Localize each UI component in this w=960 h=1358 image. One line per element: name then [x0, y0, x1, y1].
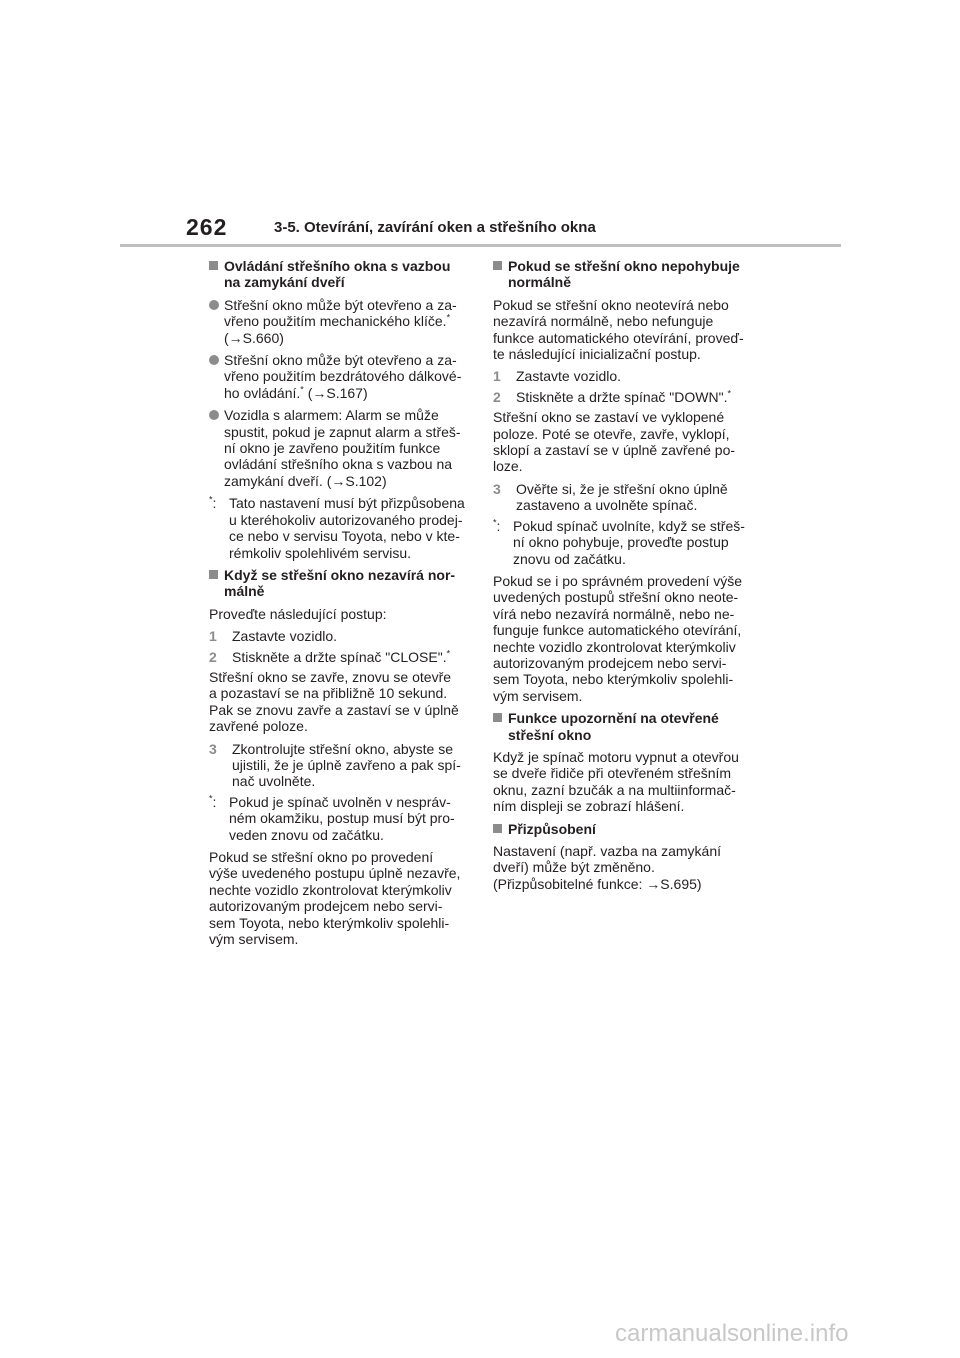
square-bullet-icon: [209, 261, 218, 270]
square-bullet-icon: [493, 261, 502, 270]
bullet-mechanical-key: Střešní okno může být otevřeno a za- vřeno použitím mechanického klíče.* (→S.660): [209, 297, 471, 346]
round-bullet-icon: [209, 410, 219, 420]
paragraph: Pokud se i po správném provedení výše uvedených postupů střešní okno neote- vírá nebo nezavírá normálně, nebo ne- funguje funkce automatického otevírání, nechte vozidlo zkontrolovat kterýmkoliv autorizovaným prodejcem nebo servi- sem Toyota, nebo kterýmkoliv spolehli- vým servisem.: [493, 572, 743, 704]
page-reference-link[interactable]: (→S.167): [307, 384, 368, 401]
section-title: 3-5. Otevírání, zavírání oken a střešního okna: [274, 219, 596, 236]
heading-sunroof-not-closing: Když se střešní okno nezavírá nor- málně: [209, 567, 471, 600]
round-bullet-icon: [209, 355, 219, 365]
right-column: [493, 255, 755, 898]
step-1: 1 Zastavte vozidlo.: [493, 368, 622, 385]
paragraph: Střešní okno se zavře, znovu se otevře a pozastaví se na přibližně 10 sekund. Pak se znovu zavře a zastaví se v úplně zavřené poloze.: [209, 668, 459, 735]
paragraph: Proveďte následující postup:: [209, 605, 387, 622]
square-bullet-icon: [209, 570, 218, 579]
watermark: carmanualsonline.info: [615, 1320, 849, 1347]
step-1: 1 Zastavte vozidlo.: [209, 628, 338, 645]
paragraph: Pokud se střešní okno neotevírá nebo nezavírá normálně, nebo nefunguje funkce automatického otevírání, proveď- te následující inicializační postup.: [493, 296, 744, 363]
footnote-restart: *: Pokud spínač uvolníte, když se střeš- ní okno pohybuje, proveďte postup znovu od začátku.: [493, 517, 745, 567]
step-3: 3 Zkontrolujte střešní okno, abyste se ujistili, že je úplně zavřeno a pak spí- nač uvolněte.: [209, 740, 461, 790]
step-2: 2 Stiskněte a držte spínač "CLOSE".*: [209, 647, 451, 665]
footnote-customization: *: Tato nastavení musí být přizpůsobena u kteréhokoliv autorizovaného prodej- ce nebo v servisu Toyota, nebo v kte- rémkoliv spolehlivém servisu.: [209, 494, 465, 561]
heading-sunroof-not-moving: Pokud se střešní okno nepohybuje normálně: [493, 258, 755, 291]
step-3: 3 Ověřte si, že je střešní okno úplně zastaveno a uvolněte spínač.: [493, 480, 728, 514]
heading-open-sunroof-warning: Funkce upozornění na otevřené střešní okno: [493, 710, 755, 743]
paragraph: Pokud se střešní okno po provedení výše uvedeného postupu úplně nezavře, nechte vozidlo zkontrolovat kterýmkoliv autorizovaným prodejcem nebo servi- sem Toyota, nebo kterýmkoliv spolehli- vým servisem.: [209, 849, 461, 948]
heading-customization: Přizpůsobení: [493, 821, 755, 837]
bullet-wireless-remote: Střešní okno může být otevřeno a za- vřeno použitím bezdrátového dálkové- ho ovládání.* (→S.167): [209, 352, 471, 401]
paragraph: Střešní okno se zastaví ve vyklopené poloze. Poté se otevře, zavře, vyklopí, sklopí a zastaví se v úplně zavřené po- loze.: [493, 409, 736, 475]
bullet-alarm: Vozidla s alarmem: Alarm se může spustit, pokud je zapnut alarm a střeš- ní okno je zavřeno použitím funkce ovládání střešního okna s vazbou na zamykání dveří. (→S.102): [209, 407, 471, 489]
left-column: [209, 255, 471, 953]
step-2: 2 Stiskněte a držte spínač "DOWN".*: [493, 388, 731, 405]
header-divider: [120, 244, 841, 247]
paragraph: Nastavení (např. vazba na zamykání dveří) může být změněno. (Přizpůsobitelné funkce: →S.695): [493, 843, 755, 892]
heading-sunroof-door-lock-link: Ovládání střešního okna s vazbou na zamykání dveří: [209, 258, 471, 291]
page-number: 262: [186, 214, 228, 240]
square-bullet-icon: [493, 824, 502, 833]
square-bullet-icon: [493, 713, 502, 722]
round-bullet-icon: [209, 300, 219, 310]
paragraph: Když je spínač motoru vypnut a otevřou se dveře řidiče při otevřeném střešním oknu, zazní bzučák a na multiinformač- ním displeji se zobrazí hlášení.: [493, 748, 739, 815]
footnote-release-timing: *: Pokud je spínač uvolněn v nespráv- ném okamžiku, postup musí být pro- veden znovu od začátku.: [209, 793, 455, 843]
page-reference-link[interactable]: (Přizpůsobitelné funkce: →S.695): [493, 875, 702, 892]
page-reference-link[interactable]: (→S.660): [224, 329, 284, 346]
